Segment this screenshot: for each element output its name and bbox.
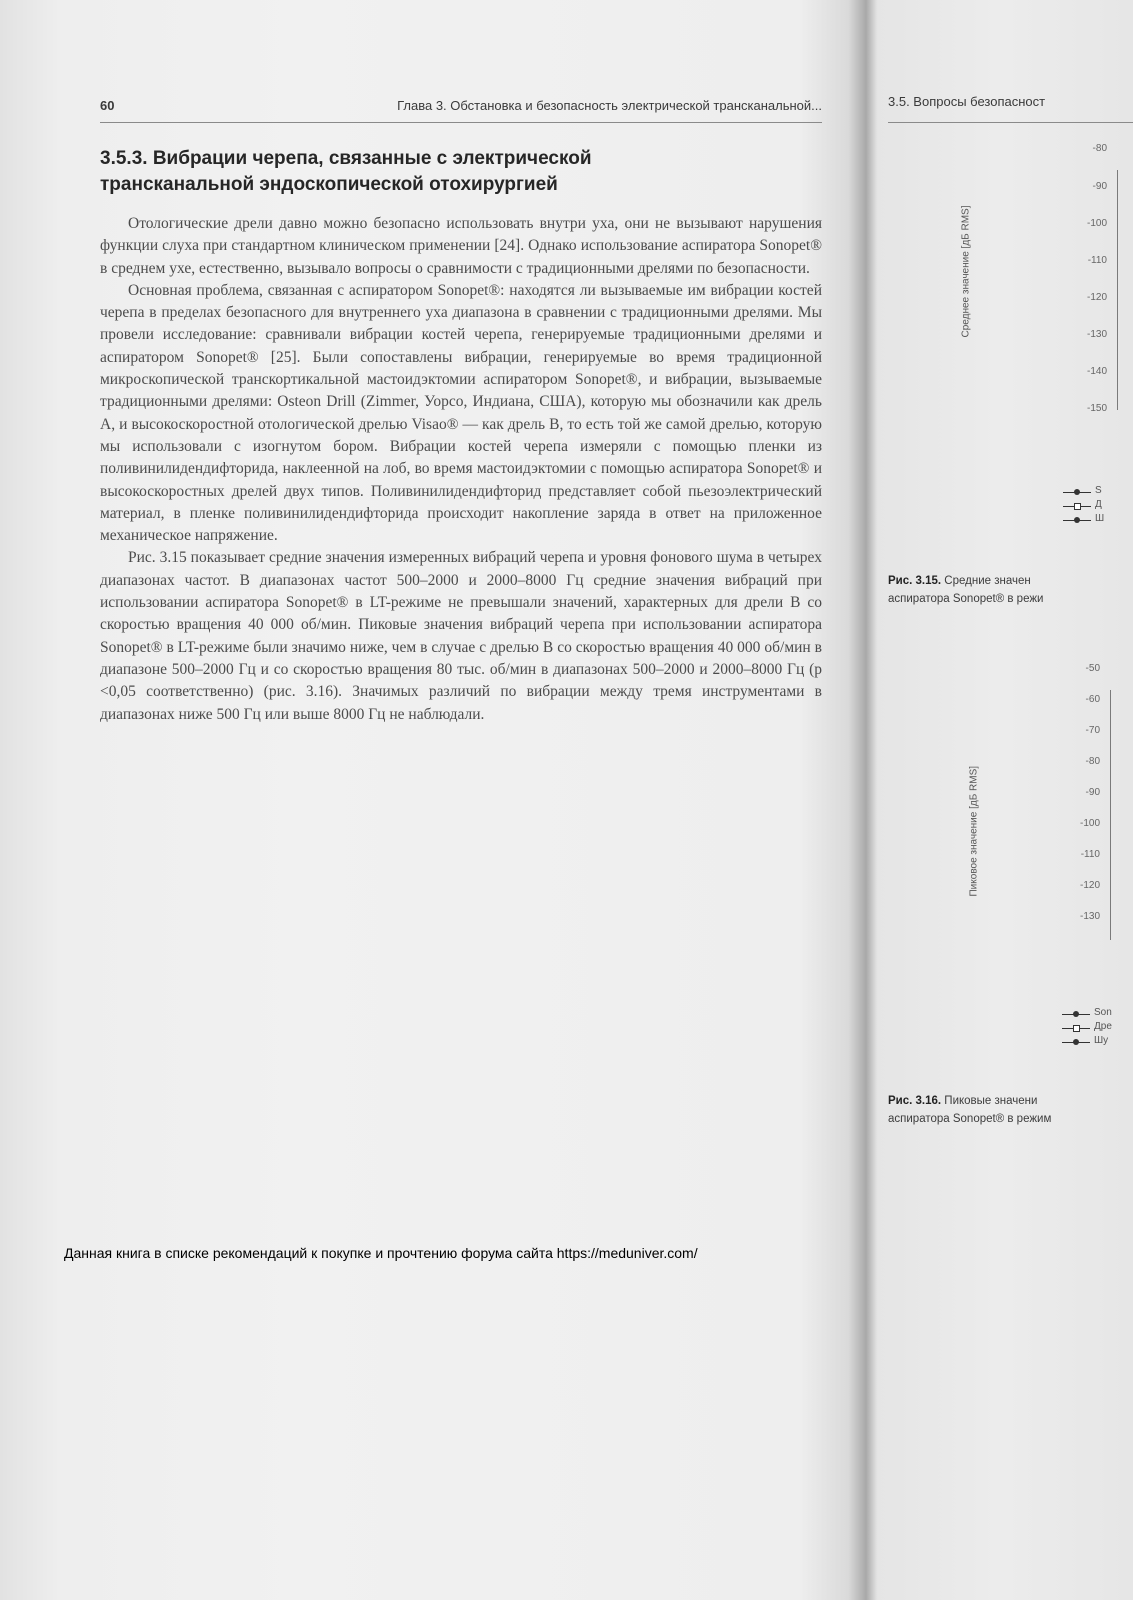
section-title <box>100 146 800 198</box>
body-text <box>100 213 822 726</box>
figure2-tick: -70 <box>1085 725 1100 736</box>
figure1-tick: -130 <box>1086 329 1107 340</box>
right-header-rule <box>888 122 1133 123</box>
figure1-tick: -150 <box>1086 403 1107 414</box>
figure2-y-axis-label: Пиковое значение [дБ RMS] <box>968 765 980 897</box>
caption-line: Рис. 3.16. Пиковые значени <box>888 1095 1038 1107</box>
chapter-running-title: Глава 3. Обстановка и безопасность электрической трансканальной... <box>397 98 822 113</box>
figure1-tick: -110 <box>1087 255 1107 266</box>
caption-line: аспиратора Sonopet® в режи <box>888 593 1044 605</box>
circle-marker-icon <box>1073 1011 1079 1017</box>
figure2-caption <box>888 1092 1133 1128</box>
paragraph: Основная проблема, связанная с аспиратором Sonopet®: находятся ли вызываемые им вибрации костей черепа в пределах безопасного для внутреннего уха диапазона в сравнении с традиционными дрелями. Мы провели исследование: сравнивали вибрации костей черепа, генерируемые традиционными дрелями и аспиратором Sonopet® [25]. Были сопоставлены вибрации, генерируемые во время традиционной микроскопической транскортикальной мастоидэктомии аспиратором Sonopet®, и вибрации, вызываемые традиционными дрелями: Osteon Drill (Zimmer, Уорсо, Индиана, США), которую мы обозначили как дрель A, и высокоскоростной отологической дрелью Visao® — как дрель B, то есть той же самой дрелью, которую мы использовали с изогнутом бором. Вибрации костей черепа измеряли с помощью пленки из поливинилидендифторида, наклеенной на лоб, во время мастоидэктомии с помощью аспиратора Sonopet® и высокоскоростных дрелей двух типов. Поливинилидендифторид представляет собой пьезоэлектрический материал, в пленке поливинилидендифторида происходит накопление заряда в ответ на приложенное механическое напряжение. <box>100 281 822 545</box>
figure2-legend-item: Son <box>1062 1008 1122 1020</box>
header-rule <box>100 122 822 123</box>
right-page <box>878 0 1133 1600</box>
figure1-y-axis <box>1117 170 1118 410</box>
figure1-legend-item: Д <box>1063 500 1123 512</box>
caption-line: аспиратора Sonopet® в режим <box>888 1113 1052 1125</box>
figure2-tick: -110 <box>1080 849 1100 860</box>
figure2-legend-item: Шу <box>1062 1036 1122 1048</box>
circle-marker-icon <box>1073 1039 1079 1045</box>
section-title-line: 3.5.3. Вибрации черепа, связанные с электрической <box>100 148 592 169</box>
section-title-line: трансканальной эндоскопической отохирургией <box>100 174 558 195</box>
caption-line: Рис. 3.15. Средние значен <box>888 575 1031 587</box>
figure1-tick: -140 <box>1086 366 1107 377</box>
paragraph: Отологические дрели давно можно безопасно использовать внутри уха, они не вызывают нарушения функции слуха при стандартном клиническом применении [24]. Однако использование аспиратора Sonopet® в среднем ухе, естественно, вызывало вопросы о сравнимости с традиционными дрелями по безопасности. <box>100 215 822 277</box>
footer-notice: Данная книга в списке рекомендаций к покупке и прочтению форума сайта https://meduniver.com/ <box>64 1245 698 1261</box>
figure2-tick: -80 <box>1085 756 1100 767</box>
figure2-tick: -130 <box>1079 911 1100 922</box>
circle-marker-icon <box>1074 517 1080 523</box>
figure1-legend-item: Ш <box>1063 514 1123 526</box>
square-marker-icon <box>1073 1025 1080 1032</box>
figure2-tick: -50 <box>1085 663 1100 674</box>
page-number: 60 <box>100 98 115 113</box>
circle-marker-icon <box>1074 489 1080 495</box>
figure1-y-axis-label: Среднее значение [дБ RMS] <box>960 205 972 338</box>
running-head <box>100 98 822 120</box>
figure1-tick: -120 <box>1086 292 1107 303</box>
figure1-tick: -90 <box>1092 181 1107 192</box>
book-gutter-shadow <box>848 0 878 1600</box>
figure2-tick: -120 <box>1079 880 1100 891</box>
figure1-tick: -80 <box>1092 143 1107 154</box>
figure1-caption <box>888 572 1133 608</box>
right-running-head: 3.5. Вопросы безопасност <box>888 94 1046 109</box>
figure2-tick: -100 <box>1079 818 1100 829</box>
figure1-legend-item: S <box>1063 486 1123 498</box>
figure2-y-axis <box>1110 690 1111 940</box>
figure1-tick: -100 <box>1086 218 1107 229</box>
figure2-tick: -60 <box>1085 694 1100 705</box>
paragraph: Рис. 3.15 показывает средние значения измеренных вибраций черепа и уровня фонового шума в четырех диапазонах частот. В диапазонах частот 500–2000 и 2000–8000 Гц средние значения вибраций при использовании аспиратора Sonopet® в LT-режиме не превышали значений, характерных для дрели B со скоростью вращения 40 000 об/мин. Пиковые значения вибраций черепа при использовании аспиратора Sonopet® в LT-режиме были значимо ниже, чем в случае с дрелью B со скоростью вращения 40 000 об/мин в диапазоне 500–2000 Гц и со скоростью вращения 80 тыс. об/мин в диапазонах 500–2000 и 2000–8000 Гц (p <0,05 соответственно) (рис. 3.16). Значимых различий по вибрации между тремя инструментами в диапазонах ниже 500 Гц или выше 8000 Гц не наблюдали. <box>100 549 822 723</box>
figure2-tick: -90 <box>1085 787 1100 798</box>
square-marker-icon <box>1074 503 1081 510</box>
figure2-legend-item: Дре <box>1062 1022 1122 1034</box>
